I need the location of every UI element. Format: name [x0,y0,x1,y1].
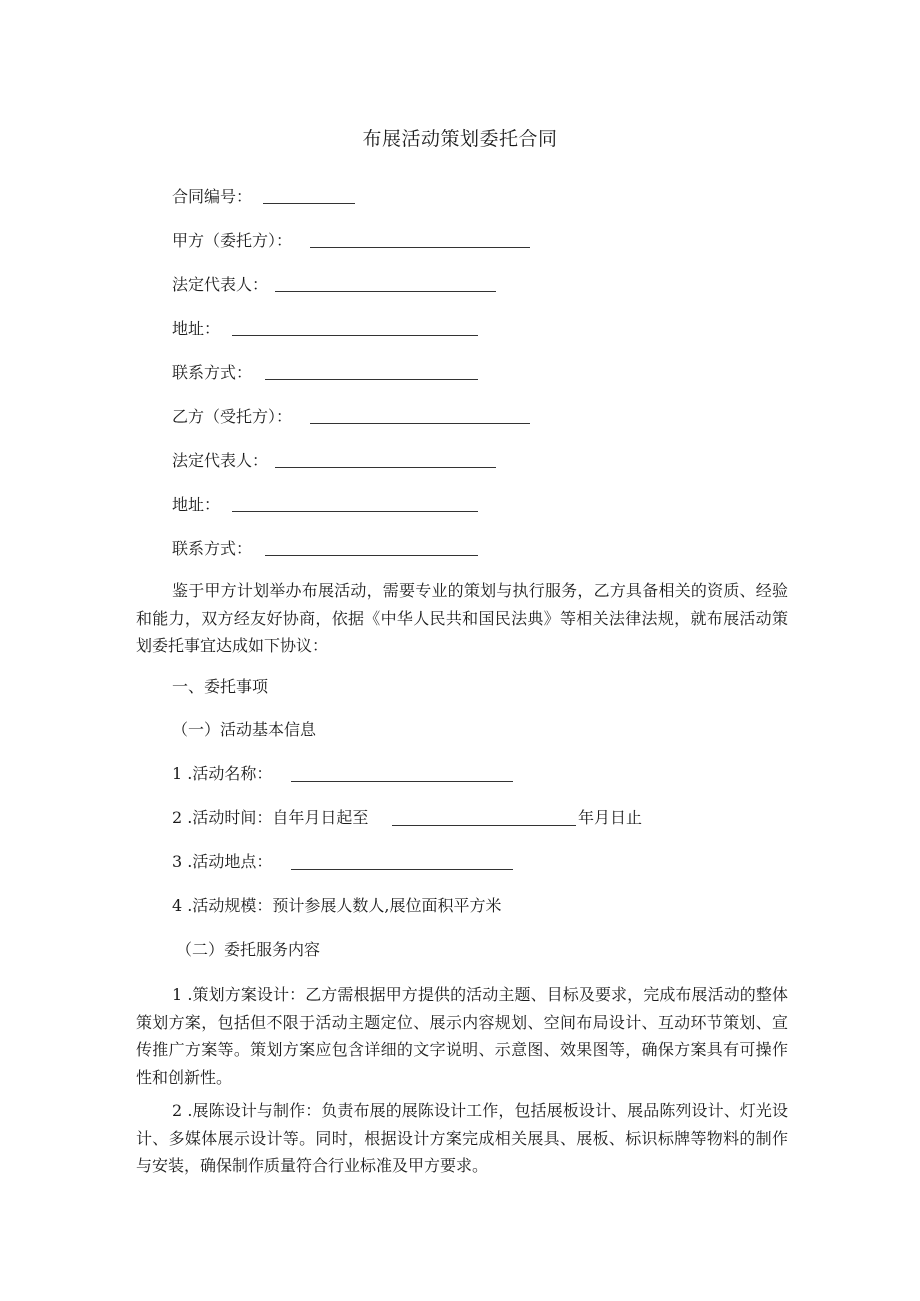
party-b-address-label: 地址： [172,495,221,514]
party-b-contact-blank[interactable] [265,555,478,556]
section-1-heading: 一、委托事项 [172,677,269,696]
party-b-label: 乙方（受托方）： [172,407,293,426]
document-title: 布展活动策划委托合同 [362,128,558,150]
event-time-blank[interactable] [392,825,576,826]
party-b-address-blank[interactable] [232,511,478,512]
event-name-label: 1 .活动名称： [172,764,273,783]
event-name-blank[interactable] [291,781,513,782]
contract-number-label: 合同编号： [172,187,253,206]
event-time-label: 2 .活动时间：自年月日起至 [172,808,369,827]
event-venue-blank[interactable] [291,869,513,870]
party-a-blank[interactable] [310,247,530,248]
party-a-rep-label: 法定代表人： [172,275,269,294]
contract-number-blank[interactable] [263,203,355,204]
party-a-contact-blank[interactable] [265,379,478,380]
service-paragraph-2: 2 .展陈设计与制作：负责布展的展陈设计工作，包括展板设计、展品陈列设计、灯光设计、多媒体展示设计等。同时，根据设计方案完成相关展具、展板、标识标牌等物料的制作与安装，确保制作质量符合行业标准及甲方要求。 [136,1101,788,1175]
subsection-1-heading: （一）活动基本信息 [172,720,317,739]
party-a-label: 甲方（委托方）： [172,231,293,250]
party-a-rep-blank[interactable] [275,291,496,292]
party-b-rep-blank[interactable] [275,467,496,468]
party-b-blank[interactable] [310,423,530,424]
service-paragraph-1: 1 .策划方案设计：乙方需根据甲方提供的活动主题、目标及要求，完成布展活动的整体策划方案，包括但不限于活动主题定位、展示内容规划、空间布局设计、互动环节策划、宣传推广方案等。策划方案应包含详细的文字说明、示意图、效果图等，确保方案具有可操作性和创新性。 [136,985,788,1087]
party-b-rep-label: 法定代表人： [172,451,269,470]
party-a-contact-label: 联系方式： [172,363,253,382]
party-b-contact-label: 联系方式： [172,539,253,558]
event-time-suffix: 年月日止 [578,808,643,827]
preamble-paragraph: 鉴于甲方计划举办布展活动，需要专业的策划与执行服务，乙方具备相关的资质、经验和能力，双方经友好协商，依据《中华人民共和国民法典》等相关法律法规，就布展活动策划委托事宜达成如下协议： [136,581,788,655]
event-venue-label: 3 .活动地点： [172,852,273,871]
subsection-2-heading: （二）委托服务内容 [176,940,321,959]
event-scale-label: 4 .活动规模：预计参展人数人,展位面积平方米 [172,896,502,915]
party-a-address-blank[interactable] [232,335,478,336]
party-a-address-label: 地址： [172,319,221,338]
